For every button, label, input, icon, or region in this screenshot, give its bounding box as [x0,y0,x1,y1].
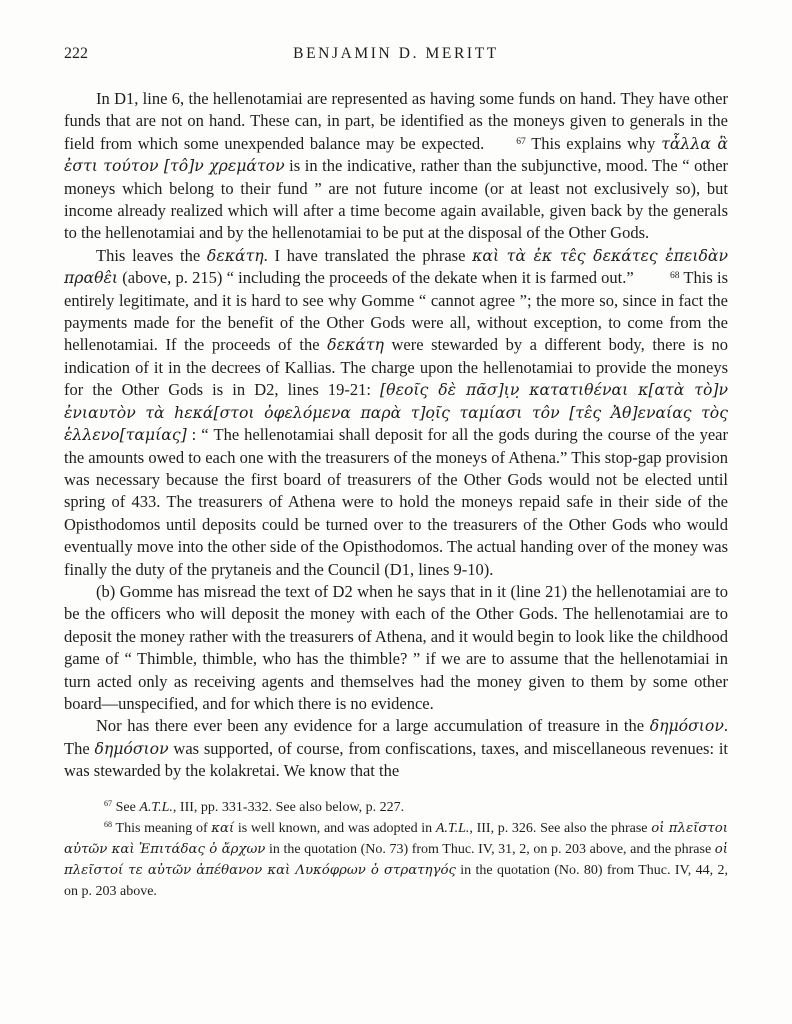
running-head-author: BENJAMIN D. MERITT [293,45,499,62]
text-run: in the quotation (No. 73) from Thuc. IV, 31, 2, on p. 203 above, and the phrase [265,841,715,857]
greek-text: δημόσιον [94,738,169,758]
page-number: 222 [64,45,88,62]
greek-text: οἱ πλεῖστοι αὐτῶν καὶ Ἐπιτάδας ὁ ἄρχων [64,820,728,857]
greek-text: δεκάτη [206,245,264,265]
text-run: (b) Gomme has misread the text of D2 when he says that in it (line 21) the hellenotamiai are to be the officers who will deposit the money with each of the Other Gods. The hellenotamiai are to deposit the money rather with the treasurers of Athena, and it would begin to look like the childhood game of “ Thimble, thimble, who has the thimble? ” if we are to assume that the hellenotamiai in turn acted only as receiving agents and themselves had the money given to them by some other board—unspecified, and for which there is no evidence. [64,581,728,713]
text-run: This explains why [525,133,662,153]
footnote: 68 This meaning of καί is well known, and was adopted in A.T.L., III, p. 326. See also the phrase οἱ πλεῖστοι αὐτῶν καὶ Ἐπιτάδας ὁ ἄρχων in the quotation (No. 73) from Thuc. IV, 31, 2, on p. 203 above, and the phrase οἱ πλεῖστοί τε αὐτῶν ἀπέθανον καὶ Λυκόφρων ὁ στρατηγός in the quotation (No. 80) from Thuc. IV, 44, 2, on p. 203 above. [64,820,728,899]
text-run: is in the indicative, rather than the subjunctive, mood. The “ other moneys which belong to their fund ” are not future income (or at least not exclusively so), but income already realized which will after a time become again available, given back by the generals to the hellenotamiai and by the hellenotamiai to be put at the disposal of the Other Gods. [64,156,729,243]
text-run: , III, pp. 331-332. See also below, p. 227. [172,799,405,815]
paragraph: This leaves the δεκάτη. I have translated the phrase καὶ τὰ ἐκ τε̂ς δεκάτες ἐπειδὰν πραθε̂ι (above, p. 215) “ including the proceeds of the dekate when it is farmed out.” 68 This is entirely legitimate, and it is hard to see why Gomme “ cannot agree ”; the more so, since in fact the payments made for the benefit of the Other Gods were all, without exception, to come from the hellenotamiai. If the proceeds of the δεκάτη were stewarded by a different body, there is no indication of it in the decrees of Kallias. The charge upon the hellenotamiai to provide the moneys for the Other Gods is in D2, lines 19-21: [θεοῖς δὲ πᾶσ]ι̣ν̣ κατατιθέναι κ[ατὰ τὸ]ν ἐνιαυτὸν τὰ hεκά[στοι ὀφελόμενα παρὰ τ]ο̣ῖς ταμίασι τôν [τε̂ς Ἀθ]εναίας τὸς ἑλλενο[ταμίας] : “ The hellenotamiai shall deposit for all the gods during the course of the year the amounts owed to each one with the treasurers of the moneys of Athena.” This stop-gap provision was necessary because the first board of treasurers of the Other Gods would not be elected until spring of 433. The treasurers of Athena were to hold the moneys repaid safe in their side of the Opisthodomos until deposits could be turned over to the treasurers of the Other Gods who would eventually move into the other side of the Opisthodomos. The actual handing over of the money was finally the duty of the prytaneis and the Council (D1, lines 9-10). [64,245,729,579]
greek-text: τἆλλα ἃ ἐστι τούτον [τô]ν χρεμάτον [64,133,729,176]
greek-text: οἱ πλεῖστοί τε αὐτῶν ἀπέθανον καὶ Λυκόφρων ὁ στρατηγός [64,841,728,878]
page-header [64,44,728,64]
greek-text: δημόσιον [649,716,724,736]
text-run: This meaning of [112,820,212,836]
paragraph [64,581,728,715]
text-run: is well known, and was adopted in [234,820,436,836]
greek-text: δεκάτη [327,335,384,355]
text-run: were stewarded by a different body, there is no indication of it in the decrees of Kallias. The charge upon the hellenotamiai to provide the moneys for the Other Gods is in D2, lines 19-21: [64,335,728,400]
italic-text: A.T.L. [435,820,470,836]
greek-text: καὶ τὰ ἐκ τε̂ς δεκάτες ἐπειδὰν πραθε̂ι [64,245,728,288]
text-run: See [112,799,140,815]
text-run: In D1, line 6, the hellenotamiai are represented as having some funds on hand. They have other funds that are not on hand. These can, in part, be identified as the moneys given to generals in the field from which some unexpended balance may be expected. [64,89,728,153]
text-run: : “ The hellenotamiai shall deposit for all the gods during the course of the year the amounts owed to each one with the treasurers of the moneys of Athena.” This stop-gap provision was necessary because the first board of treasurers of the Other Gods would not be elected until spring of 433. The treasurers of Athena were to hold the moneys repaid safe in their side of the Opisthodomos until deposits could be turned over to the treasurers of the Other Gods who would eventually move into the other side of the Opisthodomos. The actual handing over of the money was finally the duty of the prytaneis and the Council (D1, lines 9-10). [64,425,728,579]
text-run: , III, p. 326. See also the phrase [469,820,652,836]
text-run: This is entirely legitimate, and it is hard to see why Gomme “ cannot agree ”; the more so, since in fact the payments made for the benefit of the Other Gods were all, without exception, to come from the hellenotamiai. If the proceeds of the [64,268,729,355]
text-run: . I have translated the phrase [263,245,473,265]
text-run: . The [64,716,728,758]
text-run: in the quotation (No. 80) from Thuc. IV, 44, 2, on p. 203 above. [64,862,728,899]
footnotes-section [64,797,728,902]
text-run: Nor has there ever been any evidence for a large accumulation of treasure in the [96,716,650,736]
greek-text: καί [211,820,235,836]
italic-text: A.T.L. [139,799,173,815]
paragraph: In D1, line 6, the hellenotamiai are represented as having some funds on hand. They have other funds that are not on hand. These can, in part, be identified as the moneys given to generals in the field from which some unexpended balance may be expected. 67 This explains why τἆλλα ἃ ἐστι τούτον [τô]ν χρεμάτον is in the indicative, rather than the subjunctive, mood. The “ other moneys which belong to their fund ” are not future income (or at least not exclusively so), but income already realized which will after a time become again available, given back by the generals to the hellenotamiai and by the hellenotamiai to be put at the disposal of the Other Gods. [64,89,729,243]
paragraph [64,715,728,782]
footnote: 67 See A.T.L., III, pp. 331-332. See also below, p. 227. [104,799,405,815]
greek-text: [θεοῖς δὲ πᾶσ]ι̣ν̣ κατατιθέναι κ[ατὰ τὸ]ν ἐνιαυτὸν τὰ hεκά[στοι ὀφελόμενα παρὰ τ]ο̣ῖς ταμίασι τôν [τε̂ς Ἀθ]εναίας τὸς ἑλλενο[ταμίας] [64,380,728,445]
body-paragraphs [64,88,728,783]
text-run: (above, p. 215) “ including the proceeds of the dekate when it is farmed out.” [118,268,638,288]
text-run: was supported, of course, from confiscations, taxes, and miscellaneous revenues: it was stewarded by the kolakretai. We know that the [64,738,728,781]
text-run: This leaves the [96,245,207,265]
